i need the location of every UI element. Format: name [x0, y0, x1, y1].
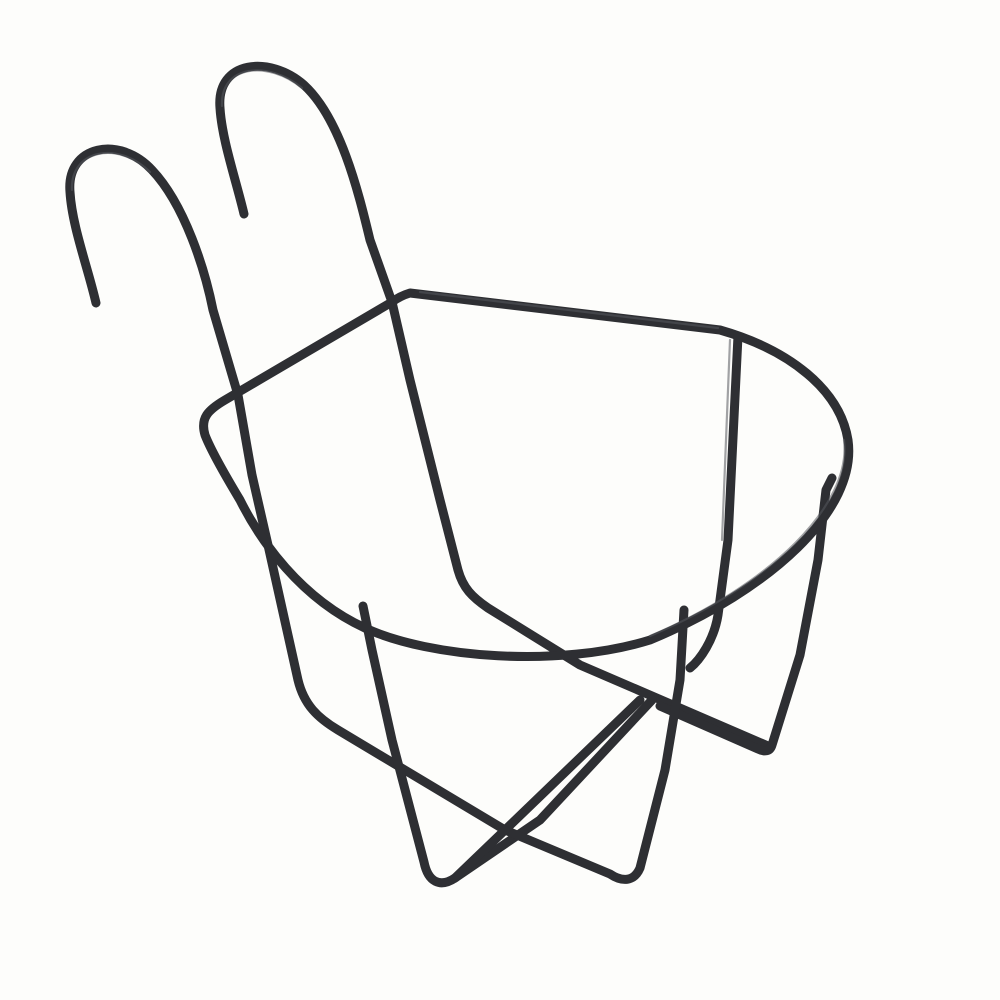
back-bar-left	[238, 395, 505, 830]
hook-right	[220, 66, 392, 302]
cross-bar-a	[505, 700, 640, 830]
top-rim	[204, 293, 849, 657]
wire-frame	[70, 66, 849, 882]
hook-left	[70, 149, 238, 395]
back-bar-right	[392, 302, 768, 746]
